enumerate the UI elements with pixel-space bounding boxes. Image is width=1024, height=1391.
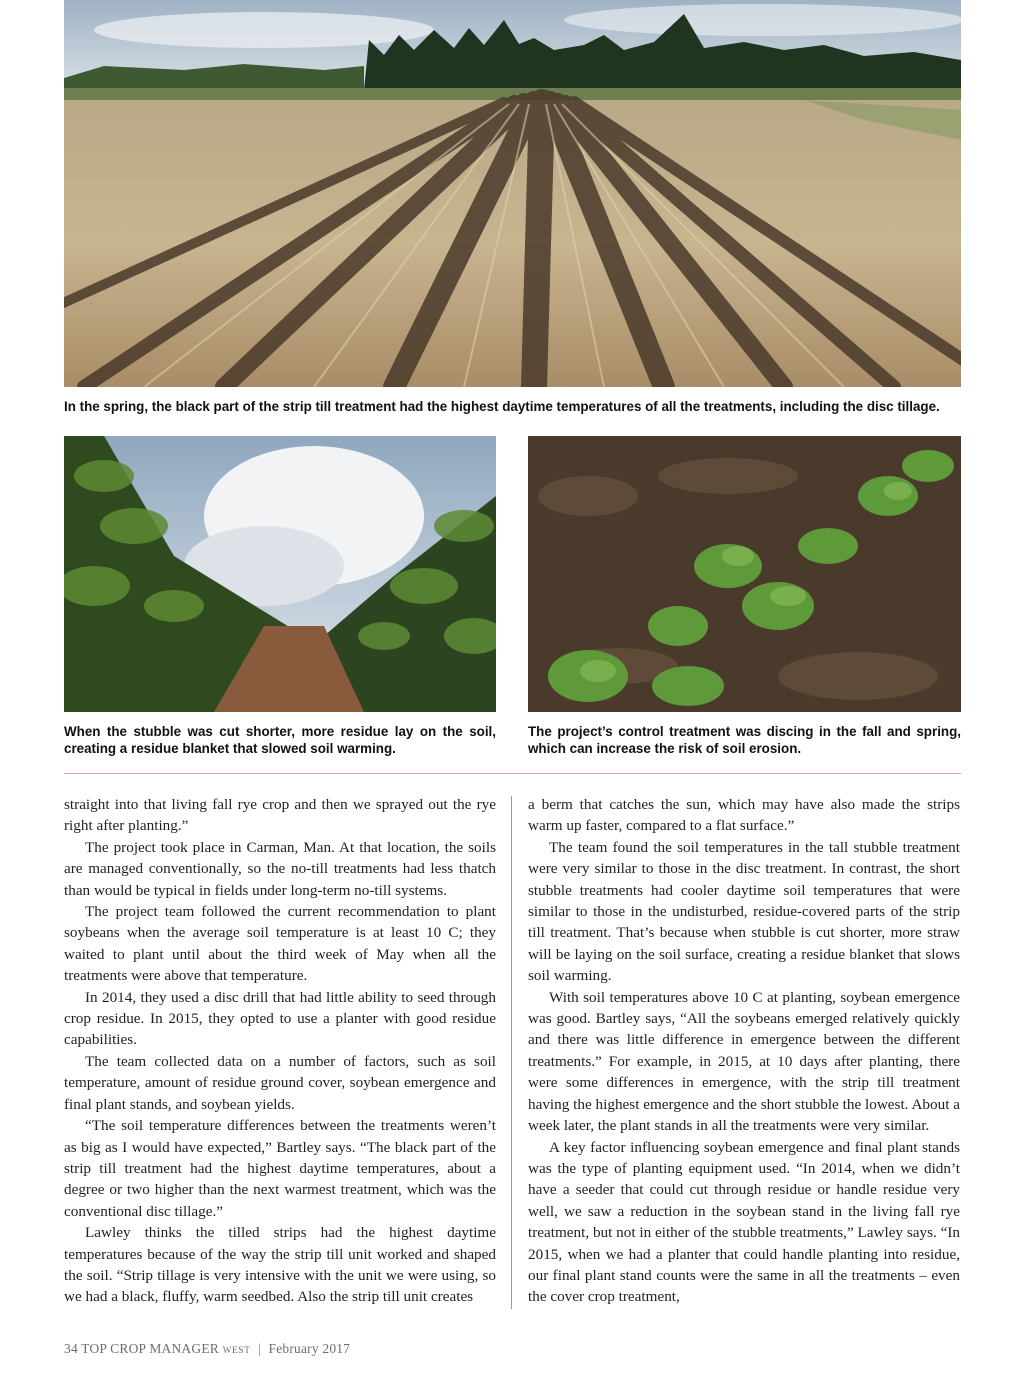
column-divider <box>511 796 512 1309</box>
article-column-left <box>64 794 496 1308</box>
paragraph: Lawley thinks the tilled strips had the highest daytime temperatures because of the way the strip till unit worked and shaped the soil. “Strip tillage is very intensive with the unit we were using, so we had a black, fluffy, warm seedbed. Also the strip till unit creates <box>64 1224 496 1306</box>
paragraph: A key factor influencing soybean emergence and final plant stands was the type of planting equipment used. “In 2014, when we didn’t have a seeder that could cut through residue or handle residue very well, we saw a reduction in the soybean stand in the living fall rye treatment, but not in either of the stubble treatments,” Lawley says. “In 2015, when we had a planter that could handle planting into residue, our final plant stand counts were the same in all the treatments – even the cover crop treatment, <box>528 1138 960 1306</box>
paragraph: straight into that living fall rye crop and then we sprayed out the rye right after planting.” <box>64 796 496 835</box>
paragraph: “The soil temperature differences between the treatments weren’t as big as I would have expected,” Bartley says. “The black part of the strip till treatment had the highest daytime temperatures, about a degree or two higher than the next warmest treatment, which was the conventional disc tillage.” <box>64 1117 496 1220</box>
right-photo-caption: The project’s control treatment was discing in the fall and spring, which can increase the risk of soil erosion. <box>528 724 961 756</box>
left-photo-caption: When the stubble was cut shorter, more residue lay on the soil, creating a residue blanket that slowed soil warming. <box>64 724 496 756</box>
top-photo-caption: In the spring, the black part of the strip till treatment had the highest daytime temperatures of all the treatments, including the disc tillage. <box>64 399 940 414</box>
page-number: 34 <box>64 1341 78 1356</box>
paragraph: The team collected data on a number of factors, such as soil temperature, amount of residue ground cover, soybean emergence and final plant stands, and soybean yields. <box>64 1052 496 1113</box>
paragraph: In 2014, they used a disc drill that had little ability to seed through crop residue. In 2015, they opted to use a planter with good residue capabilities. <box>64 988 496 1049</box>
article-column-right <box>528 794 960 1308</box>
magazine-edition: WEST <box>222 1346 251 1356</box>
paragraph: The team found the soil temperatures in the tall stubble treatment were very similar to those in the disc treatment. In contrast, the short stubble treatments had cooler daytime soil temperatures that were similar to those in the undisturbed, residue-covered parts of the strip till treatment. That’s because when stubble is cut shorter, more straw will be laying on the soil surface, creating a residue blanket that slows soil warming. <box>528 838 960 985</box>
issue-date: February 2017 <box>268 1341 351 1356</box>
paragraph: The project team followed the current recommendation to plant soybeans when the average soil temperature is at least 10 C; they waited to plant until about the third week of May when all the treatments were above that temperature. <box>64 903 496 985</box>
soybean-row-photo <box>64 436 496 712</box>
soybean-seedling-photo <box>528 436 961 712</box>
strip-till-field-photo <box>64 0 961 387</box>
paragraph: The project took place in Carman, Man. At that location, the soils are managed conventionally, so the no-till treatments had less thatch than would be typical in fields under long-term no-till systems. <box>64 838 496 899</box>
footer-separator: | <box>258 1341 261 1356</box>
paragraph: With soil temperatures above 10 C at planting, soybean emergence was good. Bartley says, “All the soybeans emerged relatively quickly and there was little difference in emergence between the different treatments.” For example, in 2015, at 10 days after planting, there were some differences in emergence, with the strip till treatment having the highest emergence and the short stubble the lowest. About a week later, the plant stands in all the treatments were very similar. <box>528 988 960 1135</box>
caption-divider <box>64 773 961 774</box>
magazine-title: TOP CROP MANAGER <box>81 1341 219 1356</box>
page-footer <box>64 1341 350 1357</box>
paragraph: a berm that catches the sun, which may have also made the strips warm up faster, compared to a flat surface.” <box>528 796 960 835</box>
